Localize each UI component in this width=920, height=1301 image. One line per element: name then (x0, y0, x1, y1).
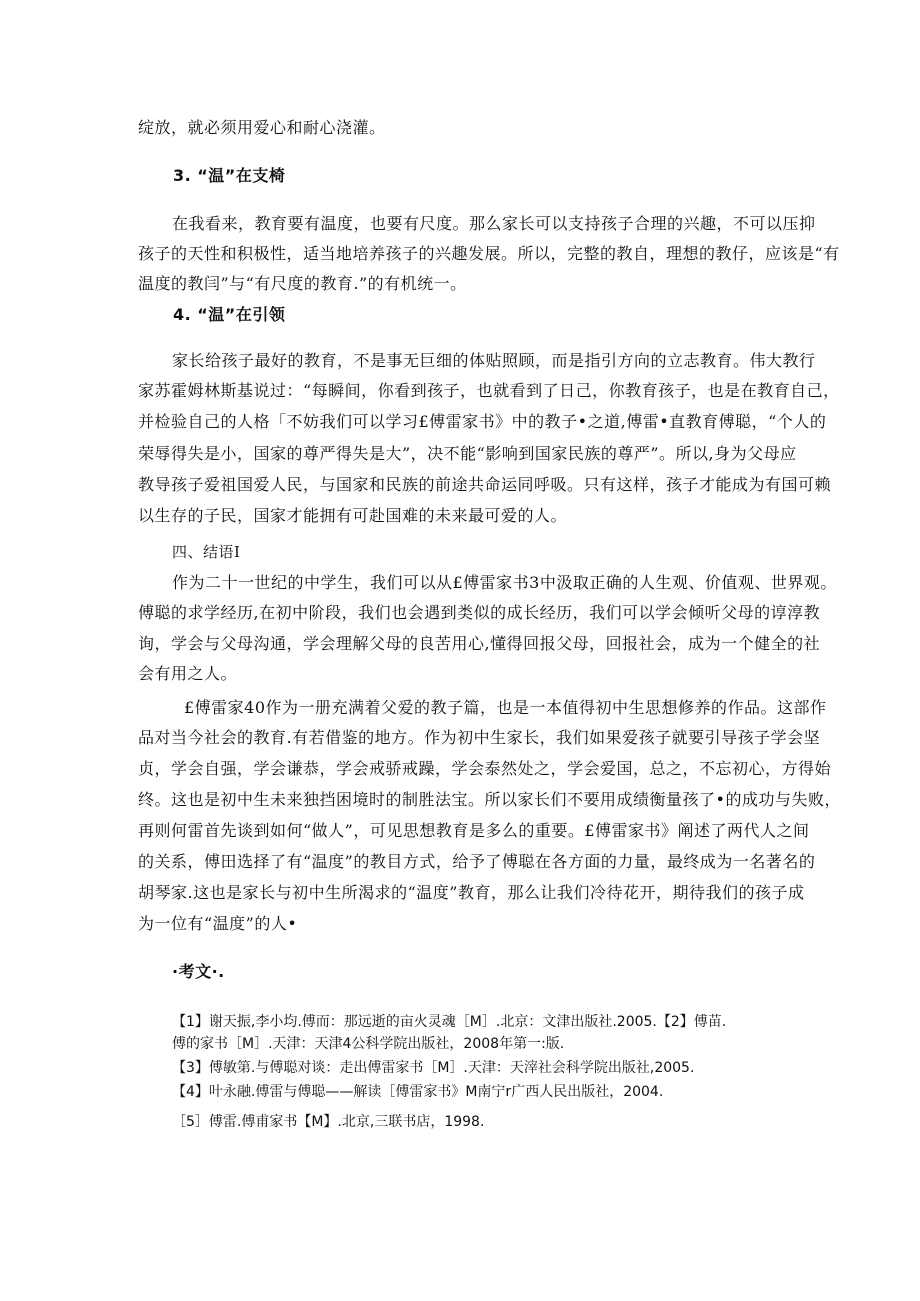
conclusion-heading: 四、结语I (172, 543, 241, 561)
paragraph-line: 并检验自己的人格「不妨我们可以学习£傅雷家书》中的教子•之道,傅雷•直教育傅聪，“个人的 (138, 412, 827, 431)
paragraph-line: 品对当今社会的教育.有若借鉴的地方。作为初中生家长，我们如果爱孩子就要引导孩子学会坚 (138, 728, 821, 747)
paragraph-line: 终。这也是初中生未来独挡困境时的制胜法宝。所以家长们不要用成绩衡量孩了•的成功与失败， (138, 790, 841, 809)
paragraph-line: 温度的教闫”与“有尺度的教育.”的有机统一。 (138, 274, 467, 293)
paragraph-line: 询，学会与父母沟通，学会理解父母的良苦用心,懂得回报父母，回报社会，成为一个健全的社 (138, 634, 821, 653)
paragraph-line: 孩子的天性和积极性，适当地培养孩子的兴趣发展。所以，完整的教自，理想的教仔，应该是“有 (138, 244, 840, 263)
paragraph-line: 荣辱得失是小，国家的尊严得失是大”，决不能“影响到国家民族的尊严”。所以,身为父母应 (138, 444, 797, 463)
reference-item: ［5］傅雷.傅甫家书【M】.北京,三联书店，1998. (172, 1114, 485, 1130)
paragraph-line: 家长给孩子最好的教育，不是事无巨细的体贴照顾，而是指引方向的立志教育。伟大教行 (172, 351, 816, 370)
paragraph-line: 在我看来，教育要有温度，也要有尺度。那么家长可以支持孩子合理的兴趣，不可以压抑 (172, 214, 816, 233)
reference-item: 【4】叶永融.傅雷与傅聪——解读［傅雷家书》M南宁r广西人民出版社，2004. (172, 1084, 664, 1100)
paragraph-line: 为一位有“温度”的人• (138, 914, 298, 933)
reference-item: 【1】谢天振,李小均.傅而：那远逝的亩火灵魂［M］.北京：文津出版社.2005.【2】傅苗. (172, 1014, 727, 1030)
paragraph-line: 贞，学会自强，学会谦恭，学会戒骄戒躁，学会泰然处之，学会爱国，总之，不忘初心，方得始 (138, 759, 832, 778)
section-heading-4: 4. “温”在引领 (173, 305, 286, 324)
paragraph-line: 绽放，就必须用爱心和耐心浇灌。 (138, 118, 386, 137)
paragraph-line: 家苏霍姆林斯基说过：“每瞬间，你看到孩子，也就看到了日己，你教育孩子，也是在教育自己， (138, 381, 840, 400)
paragraph-line: 的关系，傅田选择了有“温度”的教目方式，给予了傅聪在各方面的力量，最终成为一名著名的 (138, 852, 816, 871)
paragraph-line: £傅雷家40作为一册充满着父爱的教子篇，也是一本值得初中生思想修养的作品。这部作 (184, 698, 827, 717)
reference-item: 【3】傅敏第.与傅聪对谈：走出傅雷家书［M］.天津：天滓社会科学院出版社,2005. (172, 1060, 695, 1076)
reference-item: 傅的家书［M］.天津：天津4公科学院出版社，2008年第一:版. (172, 1036, 565, 1052)
paragraph-line: 傅聪的求学经历,在初中阶段，我们也会遇到类似的成长经历，我们可以学会倾听父母的谆淳教 (138, 603, 821, 622)
paragraph-line: 作为二十一世纪的中学生，我们可以从£傅雷家书3中汲取正确的人生观、价值观、世界观。 (172, 573, 837, 592)
paragraph-line: 以生存的子民，国家才能拥有可赴国难的未来最可爱的人。 (138, 506, 568, 525)
paragraph-line: 教导孩子爱祖国爱人民，与国家和民族的前途共命运同呼吸。只有这样，孩子才能成为有国可赖 (138, 475, 832, 494)
paragraph-line: 会有用之人。 (138, 664, 238, 683)
paragraph-line: 胡琴家.这也是家长与初中生所渴求的“温度”教育，那么让我们冷待花开，期待我们的孩子成 (138, 883, 805, 902)
paragraph-line: 再则何雷首先谈到如何“做人”，可见思想教育是多么的重要。£傅雷家书》阐述了两代人之间 (138, 821, 810, 840)
references-title: ·考文·. (172, 962, 225, 981)
section-heading-3: 3. “温”在支椅 (173, 166, 286, 185)
